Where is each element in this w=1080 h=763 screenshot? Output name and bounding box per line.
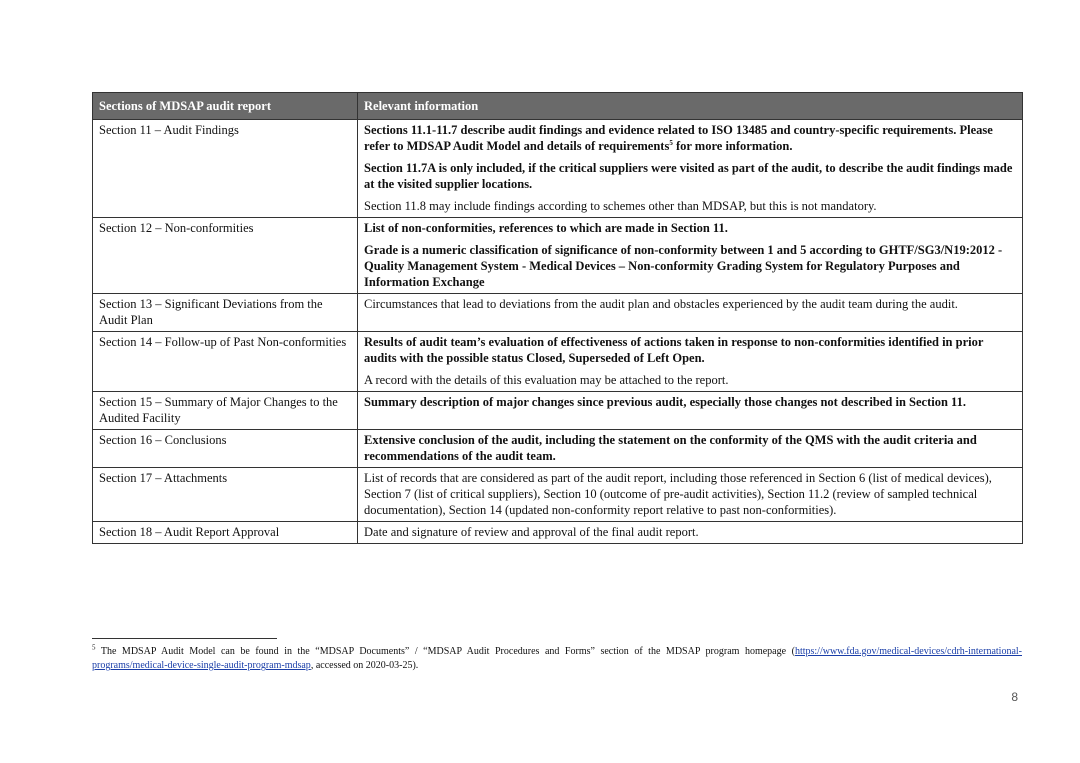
footnote-marker: 5 xyxy=(92,643,96,652)
footnote-text: The MDSAP Audit Model can be found in the “MDSAP Documents” / “MDSAP Audit Procedures and Forms” section of the MDSAP program homepage ( xyxy=(95,646,795,657)
table-row xyxy=(93,332,1023,392)
column-header-relevant-information: Relevant information xyxy=(358,93,1023,120)
page-number: 8 xyxy=(1011,690,1018,704)
info-cell xyxy=(358,392,1023,430)
info-paragraph: List of non-conformities, references to which are made in Section 11. xyxy=(364,221,728,235)
info-paragraph: Summary description of major changes since previous audit, especially those changes not described in Section 11. xyxy=(364,395,966,409)
info-paragraph: A record with the details of this evaluation may be attached to the report. xyxy=(364,373,729,387)
section-cell: Section 15 – Summary of Major Changes to the Audited Facility xyxy=(93,392,358,430)
audit-report-sections-table xyxy=(92,92,1023,544)
info-cell xyxy=(358,332,1023,392)
table-row xyxy=(93,430,1023,468)
info-cell xyxy=(358,120,1023,218)
section-cell: Section 18 – Audit Report Approval xyxy=(93,522,358,544)
section-cell: Section 16 – Conclusions xyxy=(93,430,358,468)
info-text: Sections 11.1-11.7 describe audit findings and evidence related to ISO 13485 and country-specific requirements. Please refer to MDSAP Audit Model and details of requirements xyxy=(364,123,993,153)
info-paragraph: Extensive conclusion of the audit, including the statement on the conformity of the QMS with the audit criteria and recommendations of the audit team. xyxy=(364,433,977,463)
info-cell xyxy=(358,522,1023,544)
info-paragraph: Circumstances that lead to deviations from the audit plan and obstacles experienced by the audit team during the audit. xyxy=(364,297,958,311)
info-cell xyxy=(358,430,1023,468)
info-cell xyxy=(358,468,1023,522)
info-paragraph xyxy=(364,122,1016,154)
info-paragraph: Grade is a numeric classification of significance of non-conformity between 1 and 5 according to GHTF/SG3/N19:2012 - Quality Management System - Medical Devices – Non-conformity Grading System for Regulatory Purposes and Information Exchange xyxy=(364,243,1003,289)
footnote-text: , accessed on 2020-03-25). xyxy=(310,660,419,671)
table-row xyxy=(93,120,1023,218)
mdsap-homepage-link[interactable]: https://www.fda.gov/medical-devices/cdrh-international-programs/medical-device-single-audit-program-mdsap xyxy=(92,646,1022,671)
table-row xyxy=(93,522,1023,544)
section-cell: Section 14 – Follow-up of Past Non-conformities xyxy=(93,332,358,392)
info-cell xyxy=(358,218,1023,294)
info-paragraph: List of records that are considered as part of the audit report, including those referenced in Section 6 (list of medical devices), Section 7 (list of critical suppliers), Section 10 (outcome of pre-audit activities), Section 11.2 (review of sampled technical documentation), Section 14 (updated non-conformity report relative to past non-conformities). xyxy=(364,471,992,517)
info-cell xyxy=(358,294,1023,332)
footnote-separator xyxy=(92,638,277,639)
section-cell: Section 11 – Audit Findings xyxy=(93,120,358,218)
info-text: for more information. xyxy=(672,139,793,153)
section-cell: Section 13 – Significant Deviations from the Audit Plan xyxy=(93,294,358,332)
table-header-row xyxy=(93,93,1023,120)
table-row xyxy=(93,294,1023,332)
column-header-sections: Sections of MDSAP audit report xyxy=(93,93,358,120)
table-row xyxy=(93,218,1023,294)
section-cell: Section 17 – Attachments xyxy=(93,468,358,522)
info-paragraph: Section 11.8 may include findings according to schemes other than MDSAP, but this is not mandatory. xyxy=(364,199,877,213)
footnote xyxy=(92,645,1022,673)
info-paragraph: Results of audit team’s evaluation of effectiveness of actions taken in response to non-conformities identified in prior audits with the possible status Closed, Superseded of Left Open. xyxy=(364,335,984,365)
footnote-reference: 5 xyxy=(669,138,673,147)
info-paragraph: Section 11.7A is only included, if the critical suppliers were visited as part of the audit, to describe the audit findings made at the visited supplier locations. xyxy=(364,161,1013,191)
section-cell: Section 12 – Non-conformities xyxy=(93,218,358,294)
table-row xyxy=(93,392,1023,430)
info-paragraph: Date and signature of review and approval of the final audit report. xyxy=(364,525,699,539)
table-row xyxy=(93,468,1023,522)
